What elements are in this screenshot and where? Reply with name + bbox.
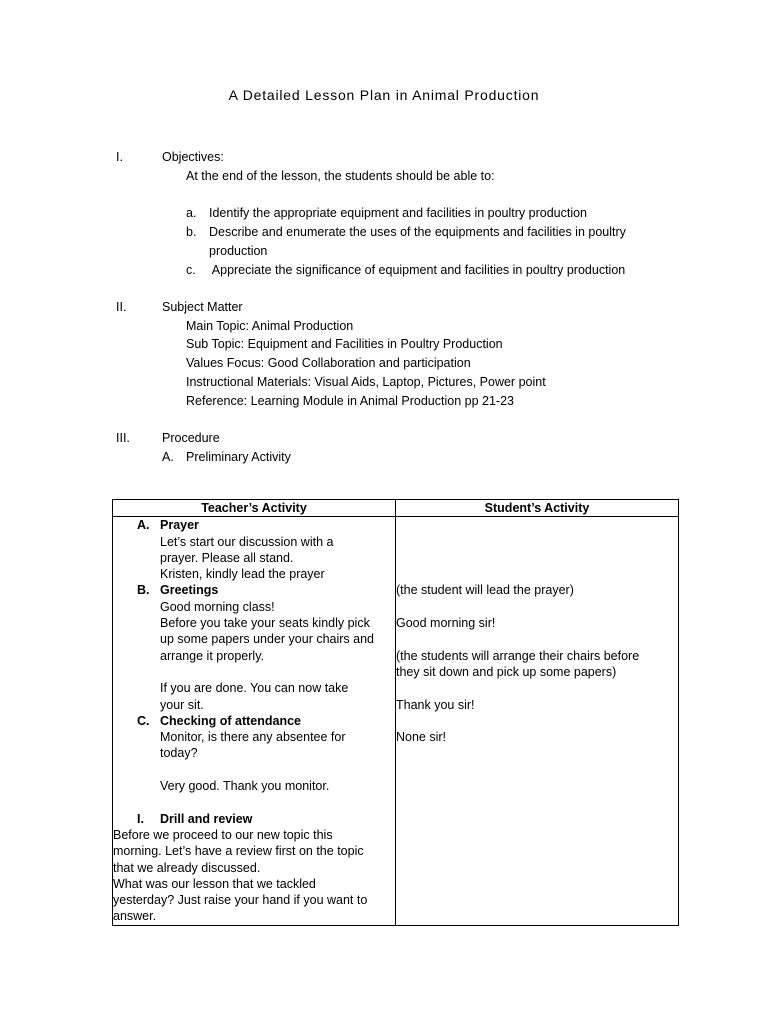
subject-matter-line: Instructional Materials: Visual Aids, Laptop, Pictures, Power point [186,375,546,389]
subject-matter-heading: Subject Matter [162,300,243,314]
student-line: (the student will lead the prayer) [396,583,574,598]
teacher-line: Monitor, is there any absentee for [160,730,346,745]
teacher-line: yesterday? Just raise your hand if you want to [113,893,368,908]
student-line: None sir! [396,730,447,745]
objective-item: Appreciate the significance of equipment and facilities in poultry production [209,263,626,277]
teacher-activity-cell [113,517,396,925]
activity-table [112,499,679,926]
teacher-line: Good morning class! [160,599,275,614]
teacher-activity-header: Teacher’s Activity [113,500,396,517]
table-header-row [113,500,679,517]
objectives-intro: At the end of the lesson, the students should be able to: [186,169,495,183]
prayer-heading: A. Prayer [137,518,199,533]
page-title: A Detailed Lesson Plan in Animal Production [228,87,540,103]
drill-heading: I. Drill and review [137,811,253,826]
subject-matter-line: Main Topic: Animal Production [186,319,354,333]
student-activity-header: Student’s Activity [396,500,679,517]
spacer [113,762,395,778]
teacher-line: your sit. [160,697,204,712]
teacher-line: Before we proceed to our new topic this [113,827,333,842]
subject-matter-line: Sub Topic: Equipment and Facilities in Poultry Production [186,337,503,351]
table-row [113,517,679,925]
student-line: (the students will arrange their chairs before [396,648,640,663]
teacher-line: arrange it properly. [160,648,264,663]
section-number-procedure: III. [116,431,130,445]
greetings-heading: B. Greetings [137,583,219,598]
objective-item: Describe and enumerate the uses of the equipments and facilities in poultry [209,225,626,239]
teacher-line: Let’s start our discussion with a [160,534,334,549]
section-number-objectives: I. [116,150,123,164]
objective-item: Identify the appropriate equipment and facilities in poultry production [209,206,588,220]
student-activity-cell [396,517,679,925]
teacher-line: Kristen, kindly lead the prayer [160,567,325,582]
student-line: they sit down and pick up some papers) [396,664,617,679]
attendance-heading: C. Checking of attendance [137,713,301,728]
section-number-subject-matter: II. [116,300,127,314]
teacher-line: Before you take your seats kindly pick [160,616,370,631]
objective-letter: a. [186,206,197,220]
teacher-line: today? [160,746,198,761]
teacher-line: If you are done. You can now take [160,681,349,696]
procedure-heading: Procedure [162,431,220,445]
procedure-sub-heading: Preliminary Activity [186,450,291,464]
teacher-line: answer. [113,909,157,924]
objective-letter: c. [186,263,196,277]
teacher-line: Very good. Thank you monitor. [160,779,330,794]
objective-item-continued: production [209,244,268,258]
teacher-line: morning. Let’s have a review first on the topic [113,844,364,859]
subject-matter-line: Values Focus: Good Collaboration and participation [186,356,471,370]
teacher-line: prayer. Please all stand. [160,550,294,565]
student-line: Good morning sir! [396,616,496,631]
subject-matter-line: Reference: Learning Module in Animal Production pp 21-23 [186,394,514,408]
teacher-line: up some papers under your chairs and [160,632,375,647]
teacher-line: What was our lesson that we tackled [113,876,316,891]
spacer [113,794,395,810]
objectives-heading: Objectives: [162,150,224,164]
student-line: Thank you sir! [396,697,475,712]
spacer [113,664,395,680]
procedure-sub-letter: A. [162,450,174,464]
objective-letter: b. [186,225,197,239]
teacher-line: that we already discussed. [113,860,261,875]
